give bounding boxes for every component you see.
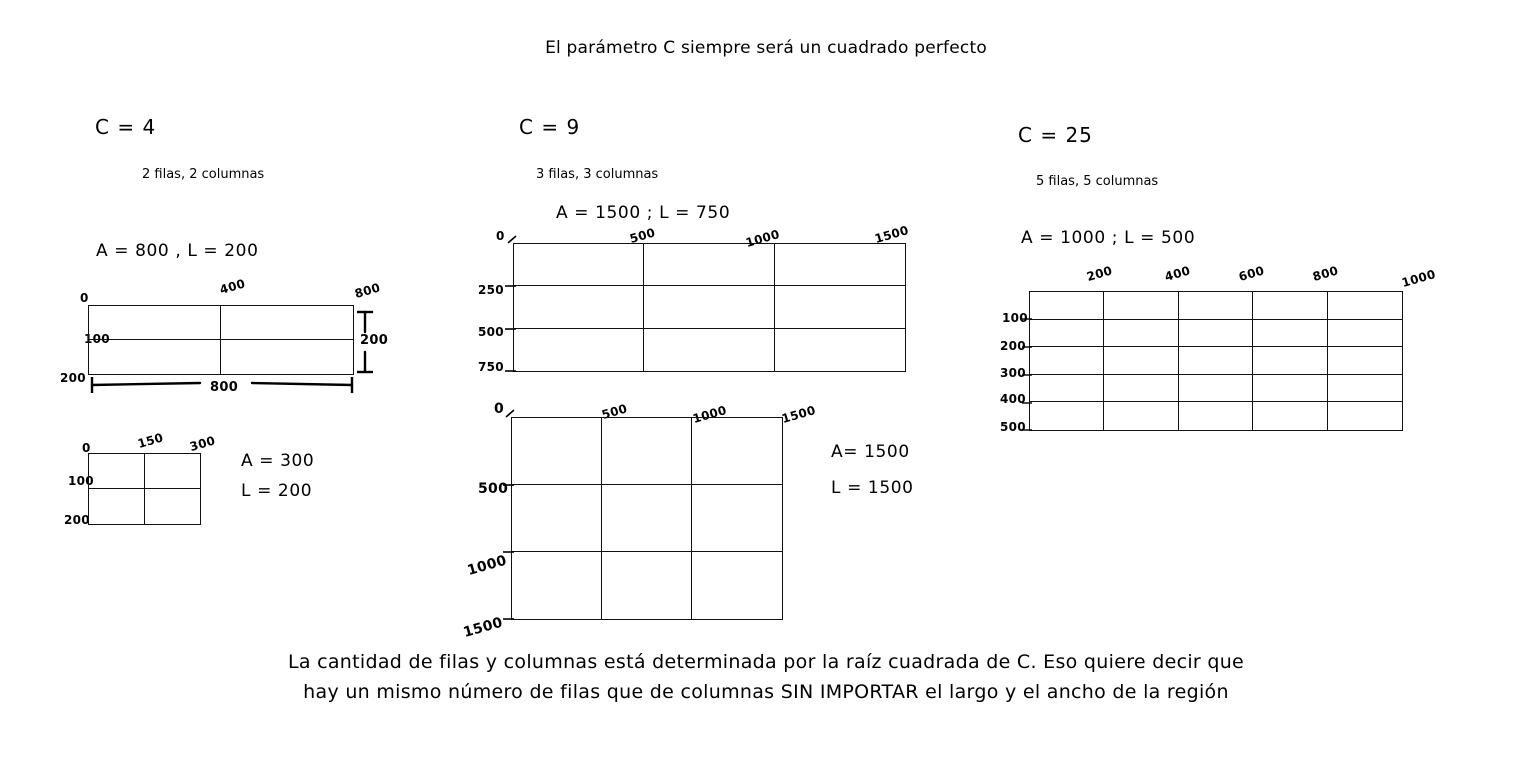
grid-cell xyxy=(1179,347,1253,375)
grid-cell xyxy=(514,329,644,371)
ytick-c25-0: 100 xyxy=(1002,311,1028,325)
annotation-c25-grid-1: A = 1000 ; L = 500 xyxy=(1021,228,1196,248)
grid-cell xyxy=(1253,347,1327,375)
ytick-c9-g2-2: 1000 xyxy=(465,552,509,579)
grid-cell xyxy=(1328,292,1402,320)
grid-cell xyxy=(221,340,353,374)
ytick-c4-g2-1: 100 xyxy=(68,474,94,488)
grid-cell xyxy=(1328,347,1402,375)
ytick-c9-g2-3: 1500 xyxy=(461,614,505,641)
grid-cell xyxy=(1253,292,1327,320)
xtick-c25-2: 600 xyxy=(1237,263,1266,284)
grid-cell xyxy=(89,340,221,374)
xtick-c9-g2-1: 500 xyxy=(600,401,629,422)
page-title: El parámetro C siempre será un cuadrado perfecto xyxy=(545,38,987,58)
height-label-c4-g1: 200 xyxy=(360,333,389,348)
grid-cell xyxy=(692,418,782,485)
ytick-c4-g1-1: 100 xyxy=(84,332,110,346)
grid-cell xyxy=(1104,320,1178,348)
grid-cell xyxy=(1253,320,1327,348)
grid-cell xyxy=(221,306,353,340)
grid-cell xyxy=(1253,402,1327,430)
grid-cell xyxy=(512,552,602,619)
grid-cell xyxy=(1104,375,1178,403)
xtick-c25-1: 400 xyxy=(1163,263,1192,284)
xtick-c9-g2-3: 1500 xyxy=(780,403,818,426)
section-heading-c4: C = 4 xyxy=(95,115,157,139)
section-heading-c9: C = 9 xyxy=(519,115,581,139)
grid-c4-1 xyxy=(88,305,354,375)
ytick-c9-g1-1: 250 xyxy=(478,283,504,297)
grid-cell xyxy=(514,286,644,328)
grid-cell xyxy=(1030,347,1104,375)
grid-cell xyxy=(1179,375,1253,403)
section-heading-c25: C = 25 xyxy=(1018,123,1093,147)
xtick-c9-g1-1: 500 xyxy=(628,225,657,246)
grid-cell xyxy=(1104,292,1178,320)
grid-cell xyxy=(775,329,905,371)
xtick-c9-g1-0: 0 xyxy=(496,229,505,243)
grid-cell xyxy=(514,244,644,286)
xtick-c4-g1-0: 0 xyxy=(80,291,89,305)
grid-c9-2 xyxy=(511,417,783,620)
grid-cell xyxy=(1328,375,1402,403)
ytick-c25-4: 500 xyxy=(1000,420,1026,434)
annotation-c9-grid-2-line-1: A= 1500 xyxy=(831,442,910,462)
grid-cell xyxy=(1030,402,1104,430)
width-label-c4-g1: 800 xyxy=(210,380,239,395)
grid-cell xyxy=(602,552,692,619)
grid-cell xyxy=(644,286,774,328)
grid-cell xyxy=(1030,292,1104,320)
grid-cell xyxy=(89,489,145,524)
ytick-c25-1: 200 xyxy=(1000,339,1026,353)
xtick-c4-g1-1: 400 xyxy=(218,276,247,297)
grid-cell xyxy=(644,329,774,371)
section-subheading-c4: 2 filas, 2 columnas xyxy=(142,167,265,182)
grid-cell xyxy=(692,485,782,552)
grid-cell xyxy=(145,489,201,524)
grid-cell xyxy=(775,286,905,328)
xtick-c9-g2-2: 1000 xyxy=(691,403,729,426)
footer-line-1: La cantidad de filas y columnas está determinada por la raíz cuadrada de C. Eso quiere decir que xyxy=(287,651,1245,673)
grid-cell xyxy=(1104,402,1178,430)
grid-cell xyxy=(602,485,692,552)
ytick-c25-3: 400 xyxy=(1000,392,1026,406)
xtick-c25-0: 200 xyxy=(1085,263,1114,284)
grid-cell xyxy=(1328,402,1402,430)
grid-c9-1 xyxy=(513,243,906,372)
annotation-c9-grid-2-line-2: L = 1500 xyxy=(831,478,914,498)
grid-cell xyxy=(602,418,692,485)
ytick-c9-g2-1: 500 xyxy=(478,481,509,497)
ytick-c25-2: 300 xyxy=(1000,366,1026,380)
grid-cell xyxy=(145,454,201,489)
annotation-c4-grid-1: A = 800 , L = 200 xyxy=(96,241,259,261)
grid-cell xyxy=(644,244,774,286)
xtick-c25-4: 1000 xyxy=(1400,267,1438,290)
annotation-c4-grid-2-line-2: L = 200 xyxy=(241,481,313,501)
grid-cell xyxy=(1030,375,1104,403)
grid-cell xyxy=(1253,375,1327,403)
annotation-c4-grid-2-line-1: A = 300 xyxy=(241,451,315,471)
grid-c25-1 xyxy=(1029,291,1403,431)
xtick-c4-g2-1: 150 xyxy=(136,430,165,451)
ytick-c9-g1-2: 500 xyxy=(478,325,504,339)
grid-cell xyxy=(512,485,602,552)
xtick-c9-g2-0: 0 xyxy=(494,401,505,417)
xtick-c25-3: 800 xyxy=(1311,263,1340,284)
grid-cell xyxy=(1179,402,1253,430)
grid-cell xyxy=(512,418,602,485)
grid-cell xyxy=(775,244,905,286)
xtick-c4-g2-2: 300 xyxy=(188,433,217,454)
xtick-c9-g1-3: 1500 xyxy=(873,223,911,246)
section-subheading-c25: 5 filas, 5 columnas xyxy=(1036,174,1159,189)
grid-cell xyxy=(89,454,145,489)
grid-cell xyxy=(1104,347,1178,375)
ytick-c9-g1-3: 750 xyxy=(478,360,504,374)
grid-cell xyxy=(89,306,221,340)
grid-cell xyxy=(1328,320,1402,348)
xtick-c4-g2-0: 0 xyxy=(82,441,91,455)
grid-cell xyxy=(1030,320,1104,348)
grid-c4-2 xyxy=(88,453,201,525)
section-subheading-c9: 3 filas, 3 columnas xyxy=(536,167,659,182)
grid-cell xyxy=(1179,320,1253,348)
footer-line-2: hay un mismo número de filas que de columnas SIN IMPORTAR el largo y el ancho de la región xyxy=(303,681,1229,703)
ytick-c4-g1-2: 200 xyxy=(60,371,86,385)
annotation-c9-grid-1: A = 1500 ; L = 750 xyxy=(556,203,731,223)
grid-cell xyxy=(692,552,782,619)
xtick-c4-g1-2: 800 xyxy=(353,280,382,301)
xtick-c9-g1-2: 1000 xyxy=(744,227,782,250)
grid-cell xyxy=(1179,292,1253,320)
ytick-c4-g2-2: 200 xyxy=(64,513,90,527)
